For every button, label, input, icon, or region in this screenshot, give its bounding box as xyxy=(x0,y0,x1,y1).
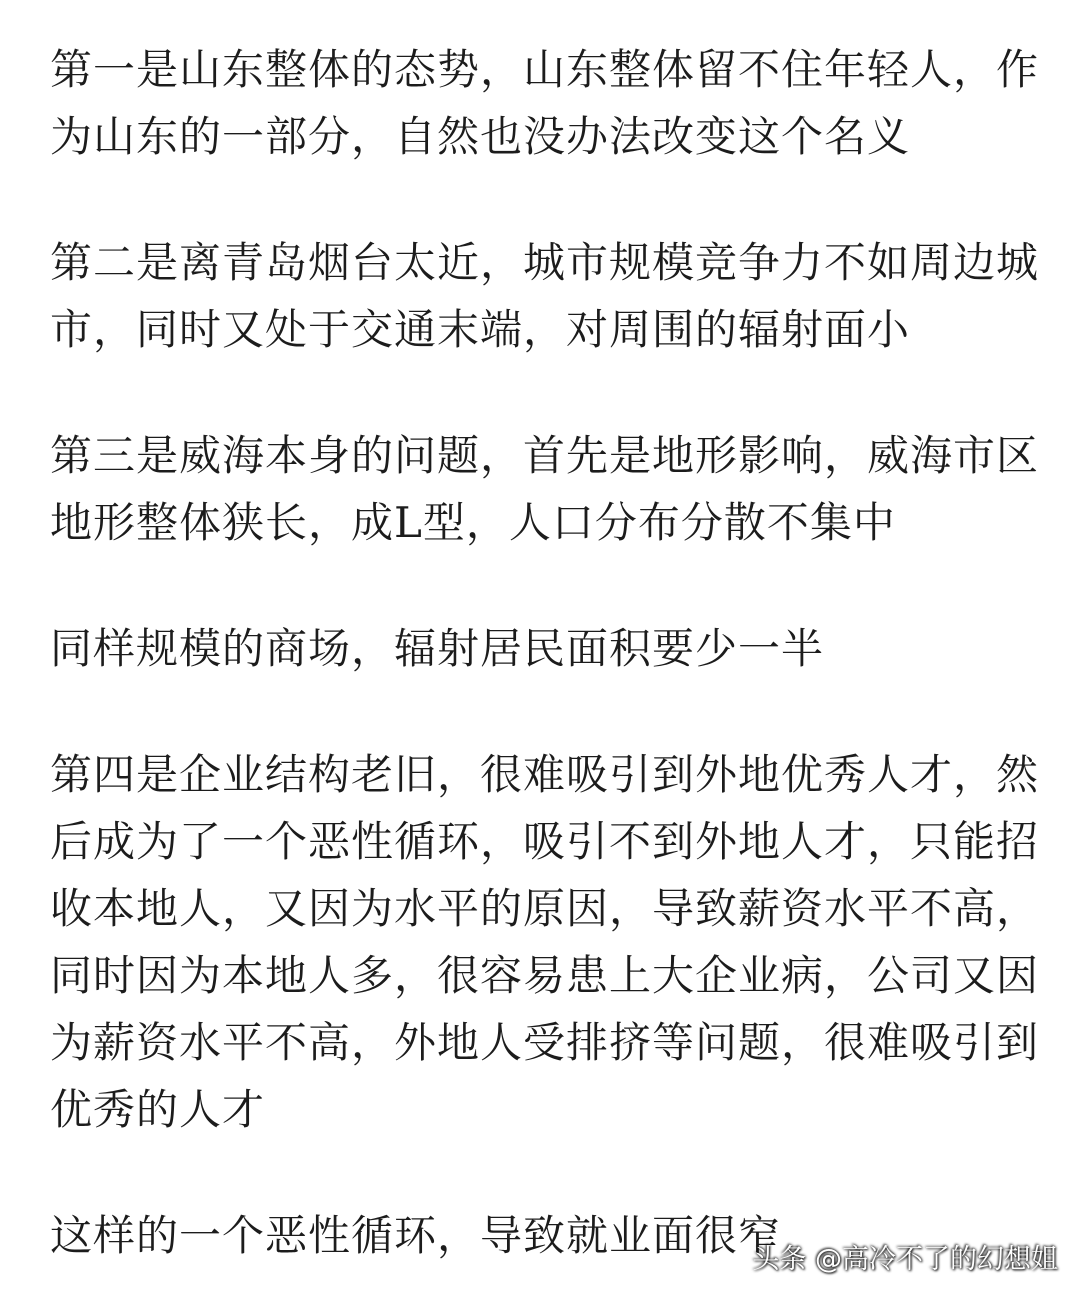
paragraph-line: 同样规模的商场，辐射居民面积要少一半 xyxy=(50,624,825,673)
paragraph-line: 为山东的一部分，自然也没办法改变这个名义 xyxy=(50,112,911,161)
paragraph-line: 收本地人，又因为水平的原因，导致薪资水平不高， xyxy=(50,884,1040,933)
paragraph-line: 优秀的人才 xyxy=(50,1085,266,1134)
paragraph-5 xyxy=(50,741,1040,1143)
paragraph-1 xyxy=(50,36,1040,170)
paragraph-2 xyxy=(50,229,1040,363)
paragraph-line: 地形整体狭长，成L型，人口分布分散不集中 xyxy=(50,498,896,547)
paragraph-line: 同时因为本地人多，很容易患上大企业病，公司又因 xyxy=(50,951,1040,1000)
paragraph-line: 第三是威海本身的问题，首先是地形影响，威海市区 xyxy=(50,431,1040,480)
paragraph-line: 第四是企业结构老旧，很难吸引到外地优秀人才，然 xyxy=(50,750,1040,799)
paragraph-4 xyxy=(50,615,1030,682)
watermark-text: 头条 @高冷不了的幻想姐 xyxy=(752,1244,1058,1275)
paragraph-line: 后成为了一个恶性循环，吸引不到外地人才，只能招 xyxy=(50,817,1040,866)
paragraph-3 xyxy=(50,422,1040,556)
article-body xyxy=(50,36,1040,1269)
paragraph-line: 为薪资水平不高，外地人受排挤等问题，很难吸引到 xyxy=(50,1018,1040,1067)
paragraph-line: 第一是山东整体的态势，山东整体留不住年轻人，作 xyxy=(50,45,1040,94)
paragraph-line: 第二是离青岛烟台太近，城市规模竞争力不如周边城 xyxy=(50,238,1040,287)
paragraph-line: 这样的一个恶性循环，导致就业面很窄 xyxy=(50,1211,782,1260)
paragraph-line: 市，同时又处于交通末端，对周围的辐射面小 xyxy=(50,305,911,354)
